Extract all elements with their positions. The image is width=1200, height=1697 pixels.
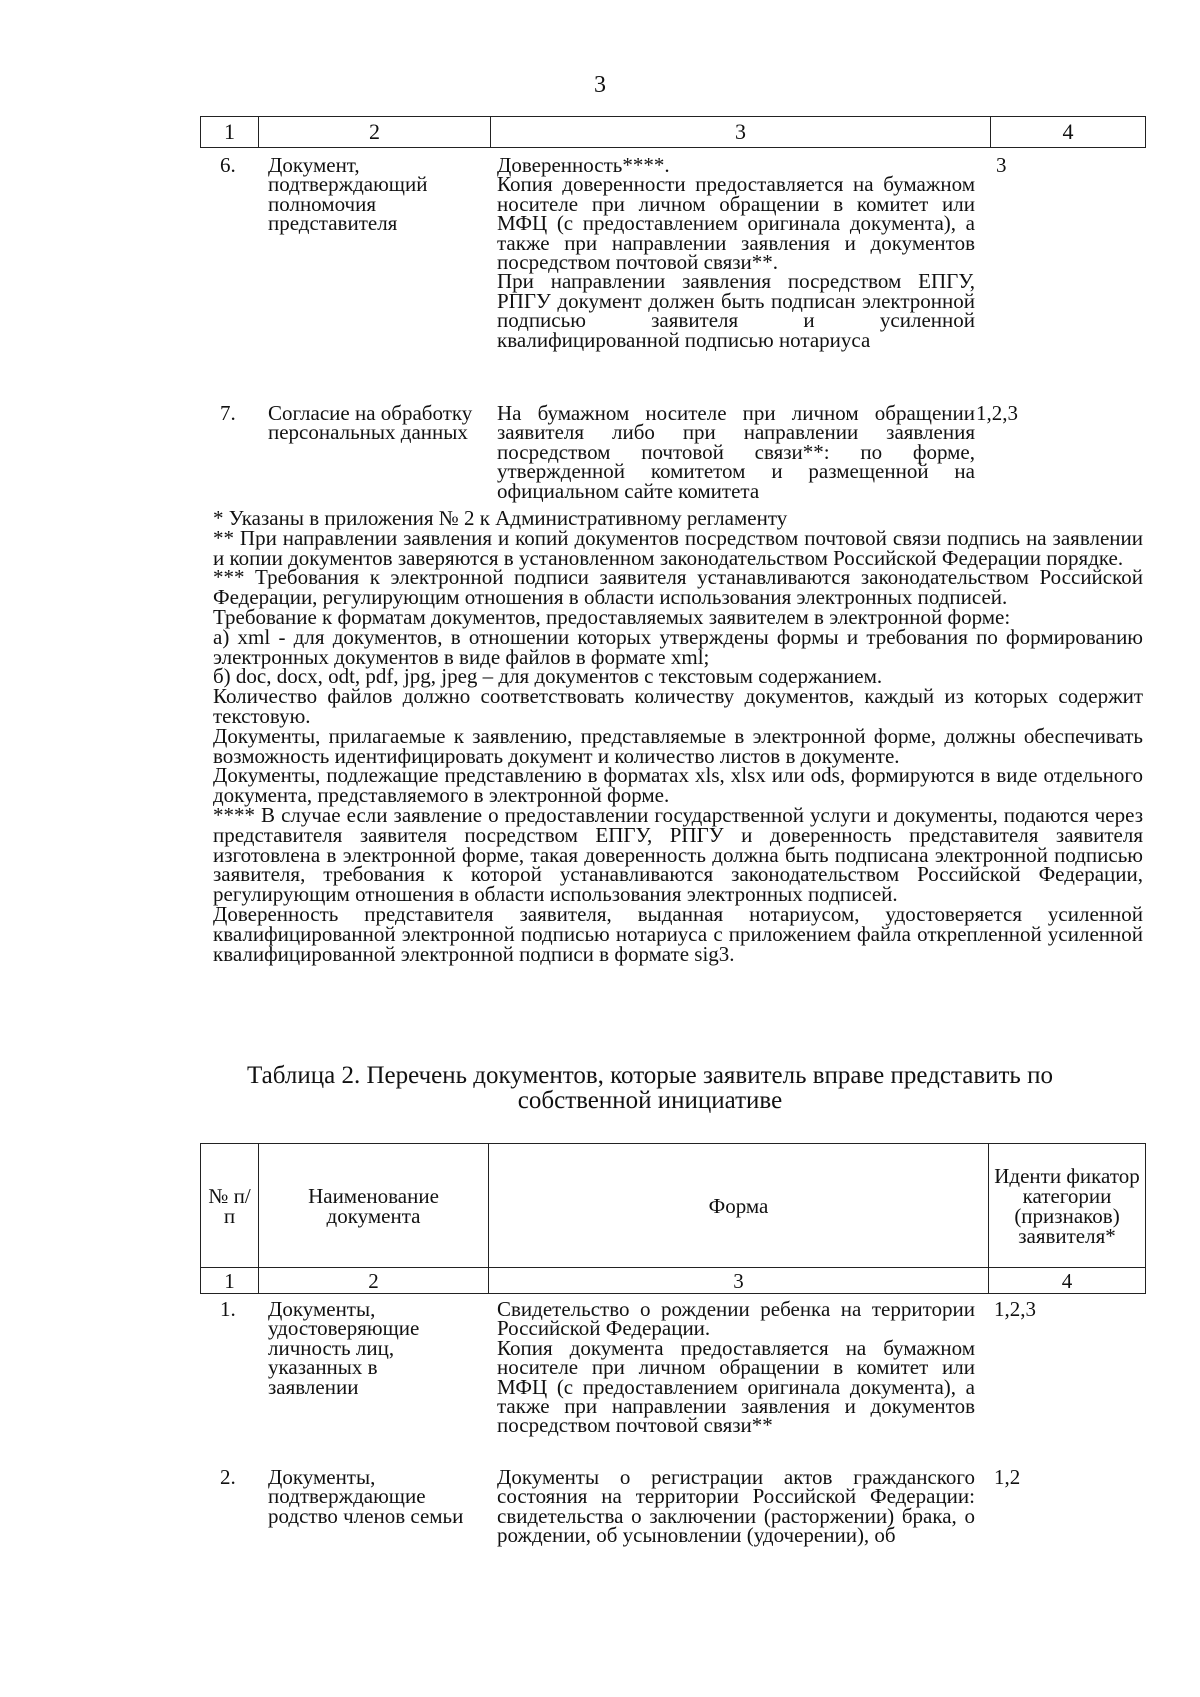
table2-colnum-2: 2 bbox=[259, 1268, 489, 1294]
table1-colnum-3: 3 bbox=[491, 117, 991, 148]
table2-colnum-4: 4 bbox=[989, 1268, 1146, 1294]
table2-header bbox=[200, 1143, 1146, 1294]
format-requirements: Требование к форматам документов, предоставляемых заявителем в электронной форме: bbox=[213, 604, 1011, 629]
footnote-1: * Указаны в приложения № 2 к Административному регламенту bbox=[213, 506, 788, 530]
table2-row-1-name: Документы, удостоверяющие личность лиц, указанных в заявлении bbox=[268, 1297, 420, 1399]
table2-row-2-form bbox=[497, 1465, 975, 1548]
table1-row-7-num: 7. bbox=[220, 401, 236, 425]
table2-row-1-form bbox=[497, 1297, 975, 1438]
footnote-2: ** При направлении заявления и копий документов посредством почтовой связи подпись на заявлении и копии документов заверяются в установленном законодательством Российской Федерации порядке. bbox=[213, 525, 1143, 570]
table1-row-7-code: 1,2,3 bbox=[976, 401, 1018, 425]
table1-colnum-1: 1 bbox=[201, 117, 259, 148]
table1-row-7-form bbox=[497, 401, 975, 503]
table2-row-2-name: Документы, подтверждающие родство членов семьи bbox=[268, 1465, 464, 1528]
table2-title-line1: Таблица 2. Перечень документов, которые заявитель вправе представить по bbox=[247, 1062, 1053, 1089]
table1-row-7-form-p1: На бумажном носителе при личном обращении заявителя либо при направлении заявления посредством почтовой связи**: по форме, утвержденной комитетом и размещенной на официальном сайте комитета bbox=[497, 401, 975, 503]
table2-row-2-code: 1,2 bbox=[994, 1465, 1021, 1489]
table1-colnum-4: 4 bbox=[991, 117, 1146, 148]
table1-row-6-num: 6. bbox=[220, 153, 236, 177]
table1-row-6-code: 3 bbox=[996, 153, 1007, 177]
attachments-note: Документы, прилагаемые к заявлению, представляемые в электронной форме, должны обеспечивать возможность идентифицировать документ и количество листов в документе. bbox=[213, 723, 1143, 768]
footnote-3: *** Требования к электронной подписи заявителя устанавливаются законодательством Российской Федерации, регулирующим отношения в области использования электронных подписей. bbox=[213, 565, 1143, 610]
table2-row-1-num: 1. bbox=[220, 1297, 236, 1321]
format-xml: а) xml - для документов, в отношении которых утверждены формы и требования по формированию электронных документов в виде файлов в формате xml; bbox=[213, 624, 1143, 669]
footnote-4: **** В случае если заявление о предоставлении государственной услуги и документы, подаются через представителя заявителя посредством ЕПГУ, РПГУ и доверенность представителя заявителя изготовлена в электронной форме, такая доверенность должна быть подписана электронной подписью заявителя, требования к которой устанавливаются законодательством Российской Федерации, регулирующим отношения в области использования электронных подписей. bbox=[213, 802, 1143, 907]
table2-row-1-form-p1: Свидетельство о рождении ребенка на территории Российской Федерации. bbox=[497, 1297, 975, 1341]
table1-row-6-form-p1: Доверенность****. bbox=[497, 153, 670, 177]
footnotes bbox=[213, 506, 1143, 966]
table2-header-code: Иденти фикатор категории (признаков) заявителя* bbox=[989, 1144, 1146, 1268]
table2-colnum-3: 3 bbox=[489, 1268, 989, 1294]
table1-column-numbers bbox=[200, 116, 1146, 148]
table1-row-6-form-p2: Копия доверенности предоставляется на бумажном носителе при личном обращении в комитет или МФЦ (с предоставлением оригинала документа), а также при направлении заявления и документов посредством почтовой связи**. bbox=[497, 172, 975, 275]
table2-row-2-num: 2. bbox=[220, 1465, 236, 1489]
spreadsheet-note: Документы, подлежащие представлению в форматах xls, xlsx или ods, формируются в виде отдельного документа, представляемого в электронной форме. bbox=[213, 763, 1143, 808]
page-number: 3 bbox=[594, 72, 606, 98]
table2-header-name: Наименование документа bbox=[259, 1144, 489, 1268]
table2-title-line2: собственной инициативе bbox=[517, 1087, 783, 1114]
table1-row-6-name: Документ, подтверждающий полномочия представителя bbox=[268, 153, 428, 236]
table2-header-form: Форма bbox=[489, 1144, 989, 1268]
table1-row-7-name: Согласие на обработку персональных данных bbox=[268, 401, 473, 445]
files-count-note: Количество файлов должно соответствовать количеству документов, каждый из которых содержит текстовую. bbox=[213, 684, 1143, 728]
table2-header-num: № п/п bbox=[201, 1144, 259, 1268]
notary-note: Доверенность представителя заявителя, выданная нотариусом, удостоверяется усиленной квалифицированной электронной подписью нотариуса с приложением файла открепленной усиленной квалифицированной электронной подписи в формате sig3. bbox=[213, 901, 1143, 966]
table2-colnum-1: 1 bbox=[201, 1268, 259, 1294]
table2-title bbox=[150, 1063, 1150, 1113]
table2-row-2-form-p1: Документы о регистрации актов гражданского состояния на территории Российской Федерации: свидетельства о заключении (расторжении) брака, о рождении, об усыновлении (удочерении), об bbox=[497, 1465, 975, 1548]
table2-row-1-form-p2: Копия документа предоставляется на бумажном носителе при личном обращении в комитет или МФЦ (с предоставлением оригинала документа), а также при направлении заявления и документов посредством почтовой связи** bbox=[497, 1335, 975, 1438]
table1-row-6-form-p3: При направлении заявления посредством ЕПГУ, РПГУ документ должен быть подписан электронной подписью заявителя и усиленной квалифицированной подписью нотариуса bbox=[497, 269, 975, 352]
format-text: б) doc, docx, odt, pdf, jpg, jpeg – для документов с текстовым содержанием. bbox=[213, 664, 883, 689]
table1-colnum-2: 2 bbox=[259, 117, 491, 148]
table2-row-1-code: 1,2,3 bbox=[994, 1297, 1036, 1321]
table1-row-6-form bbox=[497, 153, 975, 352]
